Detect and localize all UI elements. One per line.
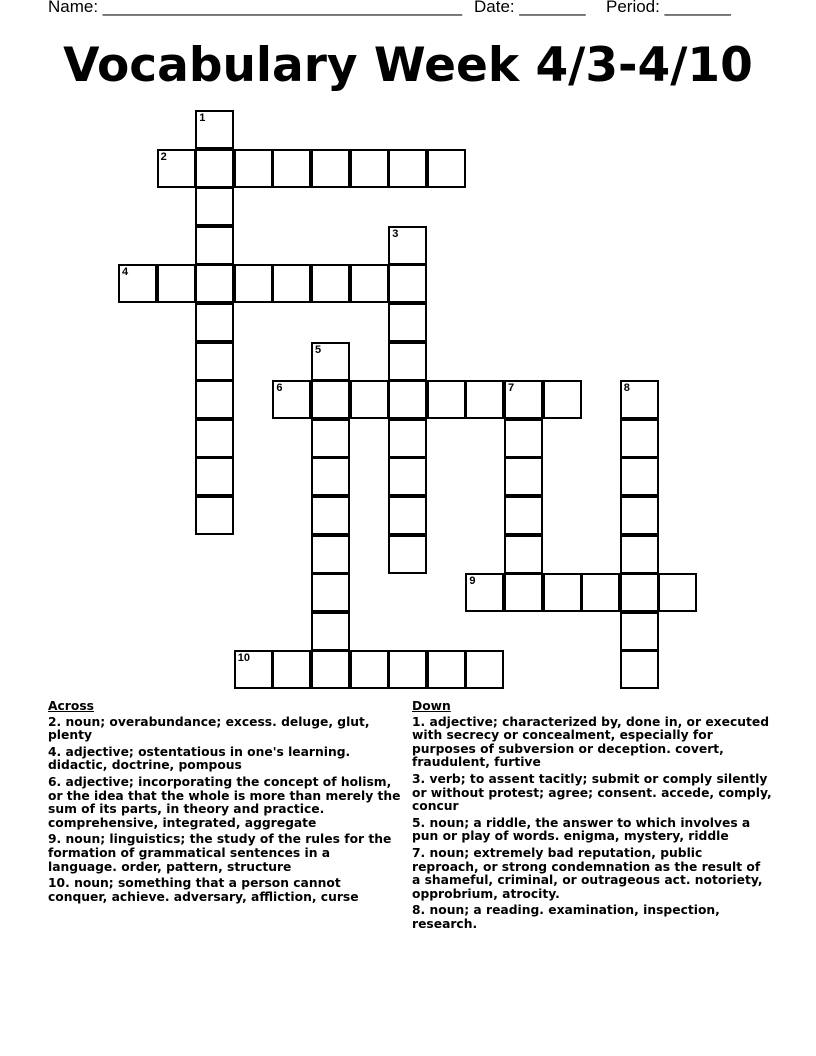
grid-cell[interactable] <box>311 419 350 458</box>
across-clue <box>48 746 403 773</box>
grid-cell[interactable] <box>388 496 427 535</box>
grid-cell[interactable] <box>620 612 659 651</box>
grid-cell[interactable] <box>581 573 620 612</box>
grid-cell[interactable] <box>388 342 427 381</box>
grid-cell[interactable] <box>427 149 466 188</box>
grid-cell[interactable] <box>504 496 543 535</box>
grid-cell[interactable] <box>465 650 504 689</box>
grid-cell[interactable] <box>234 264 273 303</box>
grid-cell[interactable] <box>388 226 427 265</box>
clue-text: noun; extremely bad reputation, public reproach, or strong condemnation as the result of a shameful, criminal, or outrageous act. notoriety, opprobrium, atrocity. <box>412 845 763 901</box>
grid-cell[interactable] <box>195 457 234 496</box>
clue-number: 3. <box>412 771 430 786</box>
clue-number: 4. <box>48 744 66 759</box>
clue-text: adjective; ostentatious in one's learning. didactic, doctrine, pompous <box>48 744 351 773</box>
clue-text: adjective; incorporating the concept of holism, or the idea that the whole is more than merely the sum of its parts, in theory and practice. comprehensive, integrated, aggregate <box>48 774 401 830</box>
grid-cell[interactable] <box>195 496 234 535</box>
grid-cell[interactable] <box>388 457 427 496</box>
grid-cell[interactable] <box>388 535 427 574</box>
grid-cell[interactable] <box>388 650 427 689</box>
clue-text: adjective; characterized by, done in, or executed with secrecy or concealment, especially for purposes of subversion or deception. covert, fraudulent, furtive <box>412 714 770 770</box>
cell-number: 5 <box>315 343 322 356</box>
down-clues <box>412 700 772 935</box>
clue-text: noun; a riddle, the answer to which involves a pun or play of words. enigma, mystery, riddle <box>412 815 751 844</box>
grid-cell[interactable] <box>311 264 350 303</box>
grid-cell[interactable] <box>504 419 543 458</box>
clue-number: 5. <box>412 815 430 830</box>
grid-cell[interactable] <box>388 264 427 303</box>
grid-cell[interactable] <box>157 264 196 303</box>
clue-text: noun; linguistics; the study of the rules for the formation of grammatical sentences in a language. order, pattern, structure <box>48 832 392 874</box>
grid-cell[interactable] <box>195 264 234 303</box>
grid-cell[interactable] <box>311 457 350 496</box>
clue-number: 1. <box>412 714 430 729</box>
grid-cell[interactable] <box>465 380 504 419</box>
across-clue <box>48 877 403 904</box>
grid-cell[interactable] <box>504 535 543 574</box>
cell-number: 1 <box>199 112 206 124</box>
grid-cell[interactable] <box>388 419 427 458</box>
down-clue <box>412 716 772 770</box>
down-clue <box>412 773 772 814</box>
grid-cell[interactable] <box>620 650 659 689</box>
grid-cell[interactable] <box>427 650 466 689</box>
cell-number: 10 <box>237 652 251 665</box>
grid-cell[interactable] <box>620 419 659 458</box>
grid-cell[interactable] <box>388 149 427 188</box>
grid-cell[interactable] <box>543 573 582 612</box>
grid-cell[interactable] <box>234 650 273 689</box>
grid-cell[interactable] <box>195 226 234 265</box>
across-clue <box>48 776 403 830</box>
cell-number: 6 <box>276 382 283 395</box>
page-title: Vocabulary Week 4/3-4/10 <box>63 38 753 93</box>
clue-number: 9. <box>48 832 66 847</box>
grid-cell[interactable] <box>272 149 311 188</box>
clue-number: 10. <box>48 876 75 891</box>
grid-cell[interactable] <box>272 380 311 419</box>
grid-cell[interactable] <box>118 264 157 303</box>
down-heading: Down <box>412 699 451 713</box>
grid-cell[interactable] <box>543 380 582 419</box>
grid-cell[interactable] <box>504 457 543 496</box>
cell-number: 8 <box>623 382 630 395</box>
grid-cell[interactable] <box>272 264 311 303</box>
down-clue <box>412 847 772 901</box>
grid-cell[interactable] <box>311 650 350 689</box>
clue-number: 8. <box>412 903 430 918</box>
grid-cell[interactable] <box>620 573 659 612</box>
grid-cell[interactable] <box>311 342 350 381</box>
grid-cell[interactable] <box>504 573 543 612</box>
grid-cell[interactable] <box>311 612 350 651</box>
grid-cell[interactable] <box>234 149 273 188</box>
across-clue <box>48 716 403 743</box>
cell-number: 7 <box>508 382 515 395</box>
across-heading: Across <box>48 699 94 713</box>
clue-number: 2. <box>48 714 66 729</box>
period-field-label[interactable]: Period: _______ <box>606 0 731 16</box>
name-field-label[interactable]: Name: ______________________________________ <box>48 0 463 16</box>
grid-cell[interactable] <box>350 380 389 419</box>
grid-cell[interactable] <box>350 650 389 689</box>
grid-cell[interactable] <box>311 496 350 535</box>
down-clue <box>412 817 772 844</box>
grid-cell[interactable] <box>388 380 427 419</box>
down-clue <box>412 904 772 931</box>
grid-cell[interactable] <box>195 342 234 381</box>
clue-text: verb; to assent tacitly; submit or comply silently or without protest; agree; consent. accede, comply, concur <box>412 771 772 814</box>
grid-cell[interactable] <box>311 149 350 188</box>
across-clue <box>48 833 403 874</box>
grid-cell[interactable] <box>195 380 234 419</box>
grid-cell[interactable] <box>195 187 234 226</box>
clue-number: 6. <box>48 774 66 789</box>
grid-cell[interactable] <box>658 573 697 612</box>
grid-cell[interactable] <box>157 149 196 188</box>
grid-cell[interactable] <box>427 380 466 419</box>
grid-cell[interactable] <box>350 149 389 188</box>
grid-cell[interactable] <box>620 535 659 574</box>
grid-cell[interactable] <box>195 149 234 188</box>
grid-cell[interactable] <box>311 535 350 574</box>
grid-cell[interactable] <box>195 110 234 149</box>
clue-text: noun; something that a person cannot conquer, achieve. adversary, affliction, curse <box>48 876 359 904</box>
grid-cell[interactable] <box>620 496 659 535</box>
grid-cell[interactable] <box>311 380 350 419</box>
cell-number: 9 <box>469 575 476 588</box>
cell-number: 2 <box>160 150 167 163</box>
clue-text: noun; overabundance; excess. deluge, glut, plenty <box>48 714 370 743</box>
clue-number: 7. <box>412 845 430 860</box>
grid-cell[interactable] <box>504 380 543 419</box>
grid-cell[interactable] <box>272 650 311 689</box>
grid-cell[interactable] <box>195 419 234 458</box>
grid-cell[interactable] <box>388 303 427 342</box>
grid-cell[interactable] <box>350 264 389 303</box>
cell-number: 4 <box>122 266 129 279</box>
clue-text: noun; a reading. examination, inspection, research. <box>412 903 720 931</box>
grid-cell[interactable] <box>620 457 659 496</box>
date-field-label[interactable]: Date: _______ <box>474 0 586 16</box>
cell-number: 3 <box>392 227 399 240</box>
grid-cell[interactable] <box>620 380 659 419</box>
grid-cell[interactable] <box>311 573 350 612</box>
across-clues <box>48 700 403 907</box>
grid-cell[interactable] <box>195 303 234 342</box>
grid-cell[interactable] <box>465 573 504 612</box>
